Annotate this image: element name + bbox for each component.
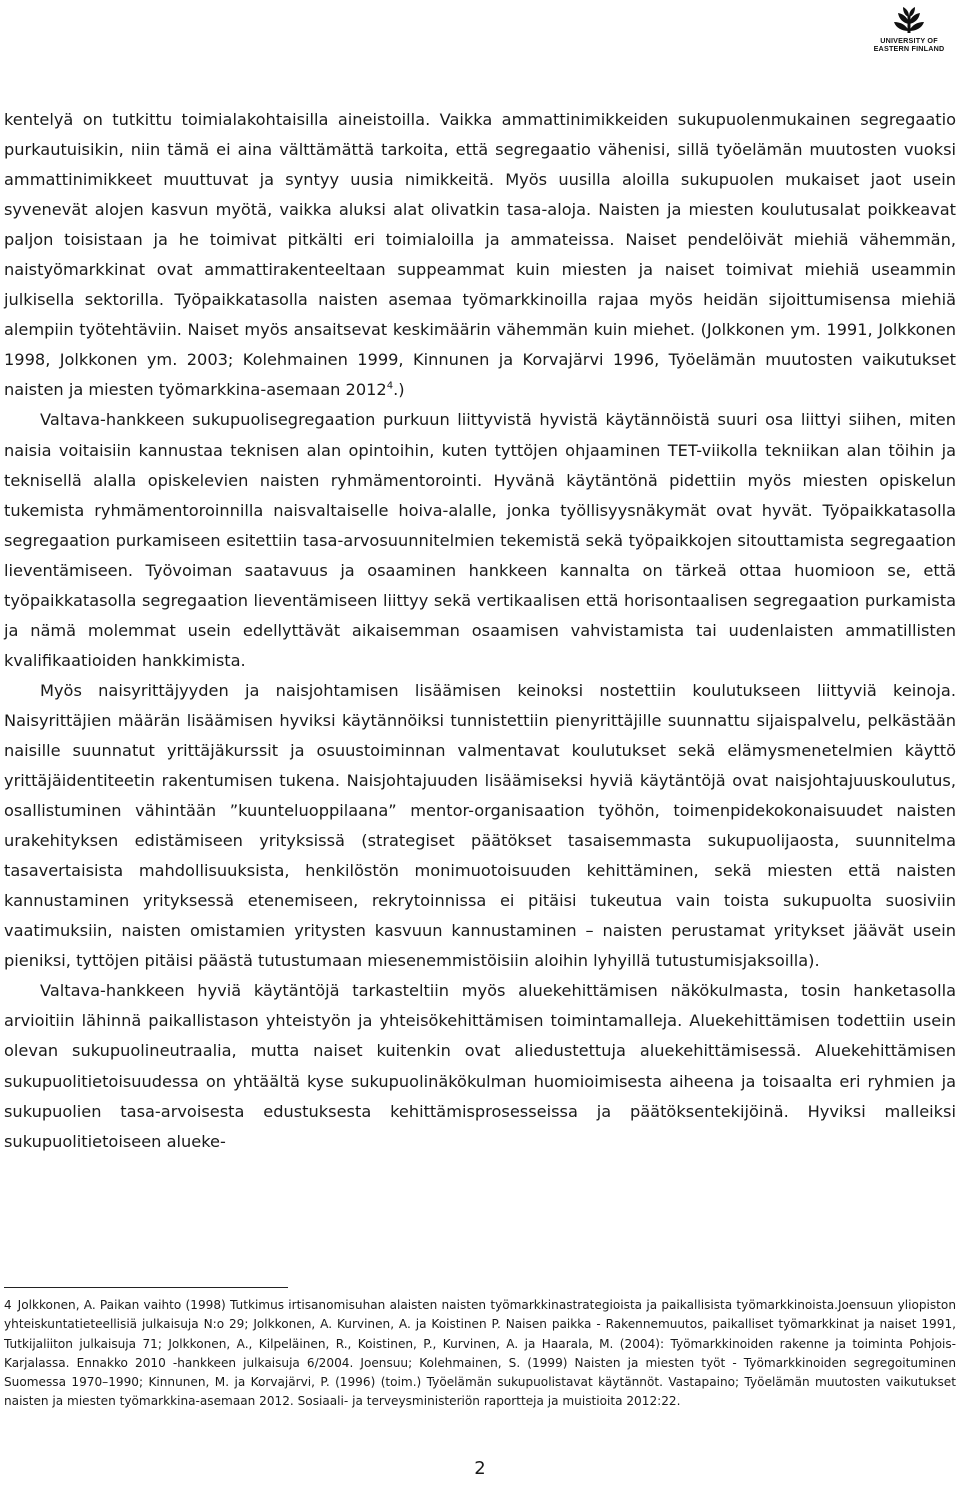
footnote-paragraph [4, 1296, 956, 1412]
footnote [4, 1296, 956, 1412]
paragraph-2: Valtava-hankkeen sukupuolisegregaation purkuun liittyvistä hyvistä käytännöistä suuri osa liittyi siihen, miten naisia voitaisiin kannustaa teknisen alan opintoihin, kuten tyttöjen ohjaaminen TET-viikolla tekniikan alan töihin ja teknisellä alalla opiskelevien naisten ryhmämentorointi. Hyvänä käytäntönä pidettiin myös miesten opiskelun tukemista ryhmämentoroinnilla naisvaltaiselle hoiva-alalle, jonka työllisyysnäkymät ovat hyvät. Työpaikkatasolla segregaation purkamiseen esitettiin tasa-arvosuunnitelmien tekemistä sekä työpaikkojen sitouttamista segregaation lieventämiseen. Työvoiman saatavuus ja osaaminen hankkeen kannalta on tärkeä ottaa huomioon se, että työpaikkatasolla segregaation lieventämiseen liittyy sekä vertikaalisen että horisontaalisen segregaation purkamista ja nämä molemmat usein edellyttävät aikaisemman osaamisen vahvistamista tai uudenlaisten ammatillisten kvalifikaatioiden hankkimista. [4, 410, 956, 670]
paragraph-1-end: .) [393, 380, 405, 400]
university-logo [873, 4, 945, 64]
footnote-separator [4, 1287, 288, 1288]
paragraph-1-text: kentelyä on tutkittu toimialakohtaisilla aineistoilla. Vaikka ammattinimikkeiden sukupuolenmukainen segregaatio purkautuisikin, niin tämä ei aina välttämättä tarkoita, että segregaatio vähenisi, sillä työelämän muutosten vuoksi ammattinimikkeet muuttuvat ja syntyy uusia nimikkeitä. Myös uusilla aloilla sukupuolen mukaiset jaot usein syvenevät alojen kasvun myötä, vaikka aluksi alat olivatkin tasa-aloja. Naisten ja miesten koulutusalat poikkeavat paljon toisistaan ja he toimivat pitkälti eri toimialoilla ja ammateissa. Naiset pendelöivät miehiä vähemmän, naistyömarkkinat ovat ammattirakenteeltaan suppeammat kuin miesten ja naiset toimivat miehiä useammin julkisella sektorilla. Työpaikkatasolla naisten asemaa työmarkkinoilla rajaa myös heidän sijoittumisensa miehiä alempiin työtehtäviin. Naiset myös ansaitsevat keskimäärin vähemmän kuin miehet. (Jolkkonen ym. 1991, Jolkkonen 1998, Jolkkonen ym. 2003; Kolehmainen 1999, Kinnunen ja Korvajärvi 1996, Työelämän muutosten vaikutukset naisten ja miesten työmarkkina-asemaan 2012 [4, 110, 956, 400]
page-number: 2 [474, 1458, 486, 1479]
logo-line-2: EASTERN FINLAND [873, 44, 945, 53]
paragraph-1 [4, 105, 956, 405]
footnote-text: Jolkkonen, A. Paikan vaihto (1998) Tutkimus irtisanomisuhan alaisten naisten työmarkkinastrategioista ja paikallisista työmarkkinoista.Joensuun yliopiston yhteiskuntatieteellisiä julkaisuja N:o 29; Jolkkonen, A. Kurvinen, A. ja Koistinen P. Naisen paikka - Rakennemuutos, paikalliset työmarkkinat ja naiset 1991, Tutkijaliiton julkaisuja 71; Jolkkonen, A., Kilpeläinen, R., Koistinen, P., Kurvinen, A. ja Haarala, M. (2004): Työmarkkinoiden rakenne ja toiminta Pohjois-Karjalassa. Ennakko 2010 -hankkeen julkaisuja 6/2004. Joensuu; Kolehmainen, S. (1999) Naisten ja miesten työt - Työmarkkinoiden segregoituminen Suomessa 1970–1990; Kinnunen, M. ja Korvajärvi, P. (1996) (toim.) Työelämän sukupuolistavat käytännöt. Vastapaino; Työelämän muutosten vaikutukset naisten ja miesten työmarkkina-asemaan 2012. Sosiaali- ja terveysministeriön raportteja ja muistioita 2012:22. [4, 1298, 956, 1409]
paragraph-4: Valtava-hankkeen hyviä käytäntöjä tarkasteltiin myös aluekehittämisen näkökulmasta, tosin hanketasolla arvioitiin lähinnä paikallistason yhteistyön ja yhteisökehittämisen toimintamalleja. Aluekehittämisen todettiin usein olevan sukupuolineutraalia, mutta naiset kuitenkin ovat aliedustettuja aluekehittämisessä. Aluekehittämisen sukupuolitietoisuudessa on yhtäältä kyse sukupuolinäkökulman huomioimisesta aiheena ja toisaalta eri ryhmien ja sukupuolien tasa-arvoisesta edustuksesta kehittämisprosesseissa ja päätöksentekijöinä. Hyviksi malleiksi sukupuolitietoiseen alueke- [4, 981, 956, 1151]
logo-line-1: UNIVERSITY OF [880, 36, 938, 45]
footnote-mark: 4 [4, 1298, 12, 1312]
body-text [4, 105, 956, 1157]
footnote-reference[interactable]: 4 [386, 381, 394, 393]
paragraph-3: Myös naisyrittäjyyden ja naisjohtamisen lisäämisen keinoksi nostettiin koulutukseen liittyviä keinoja. Naisyrittäjien määrän lisäämisen hyviksi käytännöiksi tunnistettiin pienyrittäjille suunnattu sijaispalvelu, pelkästään naisille suunnatut yrittäjäkurssit ja osuustoiminnan valmentavat koulutukset sekä elämysmenetelmien käyttö yrittäjäidentiteetin rakentumisen tukena. Naisjohtajuuden lisäämiseksi hyviä käytäntöjä ovat naisjohtajuuskoulutus, osallistuminen vähintään ”kuunteluoppilaana” mentor-organisaation työhön, toimenpidekokonaisuudet naisten urakehityksen edistämiseen yrityksissä (strategiset päätökset tasaisemmasta sukupuolijaosta, suunnitelma tasavertaisista mahdollisuuksista, henkilöstön monimuotoisuuden kehittäminen, sekä miesten että naisten kannustaminen yrityksessä etenemiseen, rekrytoinnissa ei pitäisi tukeutua vain toista sukupuolta suosiviin vaatimuksiin, naisten omistamien yritysten kasvuun kannustaminen – naisten perustamat yritykset jäävät usein pieniksi, tyttöjen pitäisi päästä tutustumaan miesenemmistöisiin aloihin lyhyillä tutustumisjaksoilla). [4, 680, 956, 971]
logo-text [874, 37, 945, 53]
uef-tree-icon [892, 4, 926, 34]
